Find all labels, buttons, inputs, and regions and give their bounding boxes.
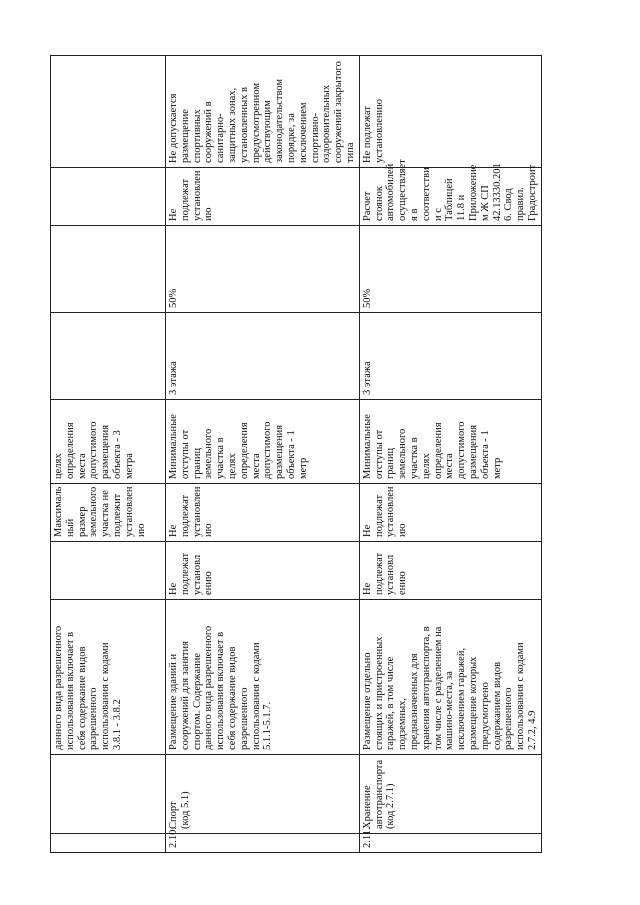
restrictions-cell: Не допускается размещение спортивных сооружений в санитарно- защитных зонах, установленных в предусмотренном действующим законодательством порядке, за исключением спортивно- оздоровительных сооружений закрытого типа <box>166 56 360 168</box>
use-name-cell <box>51 755 166 834</box>
parking-cell: Не подлежат установлен ию <box>166 168 360 226</box>
setbacks-cell: Минимальные отступы от границ земельного участка в целях определения места допустимого размещения объекта - 1 метр <box>359 400 541 484</box>
max-area-cell: Не подлежат установлен ию <box>166 484 360 542</box>
min-area-cell: Не подлежат установл ению <box>166 542 360 600</box>
restrictions-cell: Не подлежат установлению <box>359 56 541 168</box>
rotated-page <box>50 56 640 853</box>
min-area-cell <box>51 542 166 600</box>
page-content <box>50 56 640 853</box>
restrictions-cell <box>51 56 166 168</box>
floors-cell: 3 этажа <box>166 313 360 400</box>
parking-cell <box>51 168 166 226</box>
max-area-cell: Максималь ный размер земельного участка не подлежит установлен ию <box>51 484 166 542</box>
use-description-cell: данного вида разрешенного использования включает в себя содержание видов разрешенного использования с кодами 3.8.1 - 3.8.2 <box>51 600 166 755</box>
setbacks-cell: Минимальные отступы от границ земельного участка в целях определения места допустимого размещения объекта - 1 метр <box>166 400 360 484</box>
setbacks-cell: целях определения места допустимого размещения объекта - 3 метра <box>51 400 166 484</box>
use-name-cell: Спорт (код 5.1) <box>166 755 360 834</box>
row-number-cell: 2.11. <box>359 834 541 853</box>
table-row <box>51 56 166 853</box>
coverage-cell: 50% <box>166 226 360 313</box>
row-number-cell <box>51 834 166 853</box>
coverage-cell <box>51 226 166 313</box>
floors-cell: 3 этажа <box>359 313 541 400</box>
max-area-cell: Не подлежат установлен ию <box>359 484 541 542</box>
use-description-cell: Размещение зданий и сооружений для занятия спортом. Содержание данного вида разрешенного использования включает в себя содержание видов разрешенного использования с кодами 5.1.1-5.1.7. <box>166 600 360 755</box>
table-row <box>166 56 360 853</box>
table-row <box>359 56 541 853</box>
floors-cell <box>51 313 166 400</box>
zoning-regulations-table <box>50 55 542 853</box>
use-description-cell: Размещение отдельно стоящих и пристроенных гаражей, в том числе подземных, предназначенных для хранения автотранспорта, в том числе с разделением на машино-места, за исключением гаражей, размещение которых предусмотрено содержанием видов разрешенного использования с кодами 2.7.2, 4.9 <box>359 600 541 755</box>
parking-cell: Расчет стоянок автомобилей осуществляет я в соответстви и с Таблицей 11.8 и Приложение м Ж СП 42.13330.201 6. Свод правил. Градостроит <box>359 168 541 226</box>
row-number-cell: 2.10. <box>166 834 360 853</box>
use-name-cell: Хранение автотранспорта (код 2.7.1) <box>359 755 541 834</box>
coverage-cell: 50% <box>359 226 541 313</box>
min-area-cell: Не подлежат установл ению <box>359 542 541 600</box>
